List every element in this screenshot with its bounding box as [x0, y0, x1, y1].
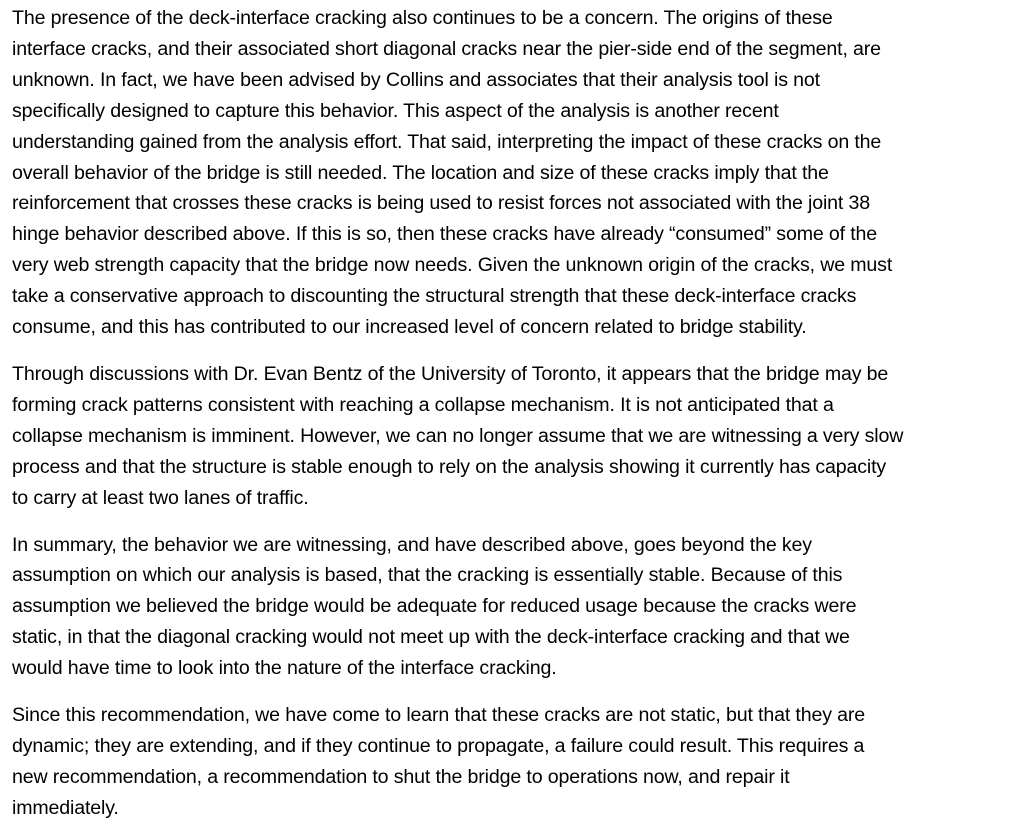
text-line: collapse mechanism is imminent. However, we can no longer assume that we are witnessing a very slow — [12, 424, 904, 447]
text-line: Through discussions with Dr. Evan Bentz of the University of Toronto, it appears that the bridge may be — [12, 362, 889, 385]
text-line: reinforcement that crosses these cracks is being used to resist forces not associated with the joint 38 — [12, 192, 870, 215]
text-line: specifically designed to capture this behavior. This aspect of the analysis is another recent — [12, 99, 779, 122]
text-line: forming crack patterns consistent with reaching a collapse mechanism. It is not anticipated that a — [12, 393, 834, 416]
text-line: new recommendation, a recommendation to shut the bridge to operations now, and repair it — [12, 765, 790, 788]
text-line: process and that the structure is stable enough to rely on the analysis showing it currently has capacity — [12, 455, 887, 478]
text-line: assumption we believed the bridge would be adequate for reduced usage because the cracks were — [12, 595, 857, 618]
paragraph-summary — [12, 530, 1014, 685]
text-line: understanding gained from the analysis effort. That said, interpreting the impact of these cracks on the — [12, 130, 882, 153]
text-line: dynamic; they are extending, and if they continue to propagate, a failure could result. This requires a — [12, 734, 865, 757]
text-line: very web strength capacity that the bridge now needs. Given the unknown origin of the cracks, we must — [12, 254, 893, 277]
text-line: interface cracks, and their associated short diagonal cracks near the pier-side end of the segment, are — [12, 37, 881, 60]
text-line: take a conservative approach to discounting the structural strength that these deck-interface cracks — [12, 285, 857, 308]
paragraph-recommendation — [12, 700, 1014, 824]
text-line: The presence of the deck-interface cracking also continues to be a concern. The origins of these — [12, 7, 833, 29]
text-line: to carry at least two lanes of traffic. — [12, 486, 309, 509]
text-line: assumption on which our analysis is based, that the cracking is essentially stable. Because of this — [12, 564, 843, 587]
text-line: unknown. In fact, we have been advised by Collins and associates that their analysis tool is not — [12, 68, 820, 91]
text-line: hinge behavior described above. If this is so, then these cracks have already “consumed” some of the — [12, 223, 878, 246]
paragraph-collapse-mechanism — [12, 359, 1014, 514]
text-line: static, in that the diagonal cracking would not meet up with the deck-interface cracking and that we — [12, 626, 850, 649]
text-line: In summary, the behavior we are witnessing, and have described above, goes beyond the key — [12, 533, 812, 556]
text-line: would have time to look into the nature of the interface cracking. — [12, 657, 557, 680]
text-line: consume, and this has contributed to our increased level of concern related to bridge stability. — [12, 316, 807, 339]
text-line: Since this recommendation, we have come to learn that these cracks are not static, but that they are — [12, 704, 866, 727]
text-line: immediately. — [12, 796, 119, 819]
text-line: overall behavior of the bridge is still needed. The location and size of these cracks imply that the — [12, 161, 829, 184]
paragraph-deck-interface-cracking — [12, 3, 1014, 343]
